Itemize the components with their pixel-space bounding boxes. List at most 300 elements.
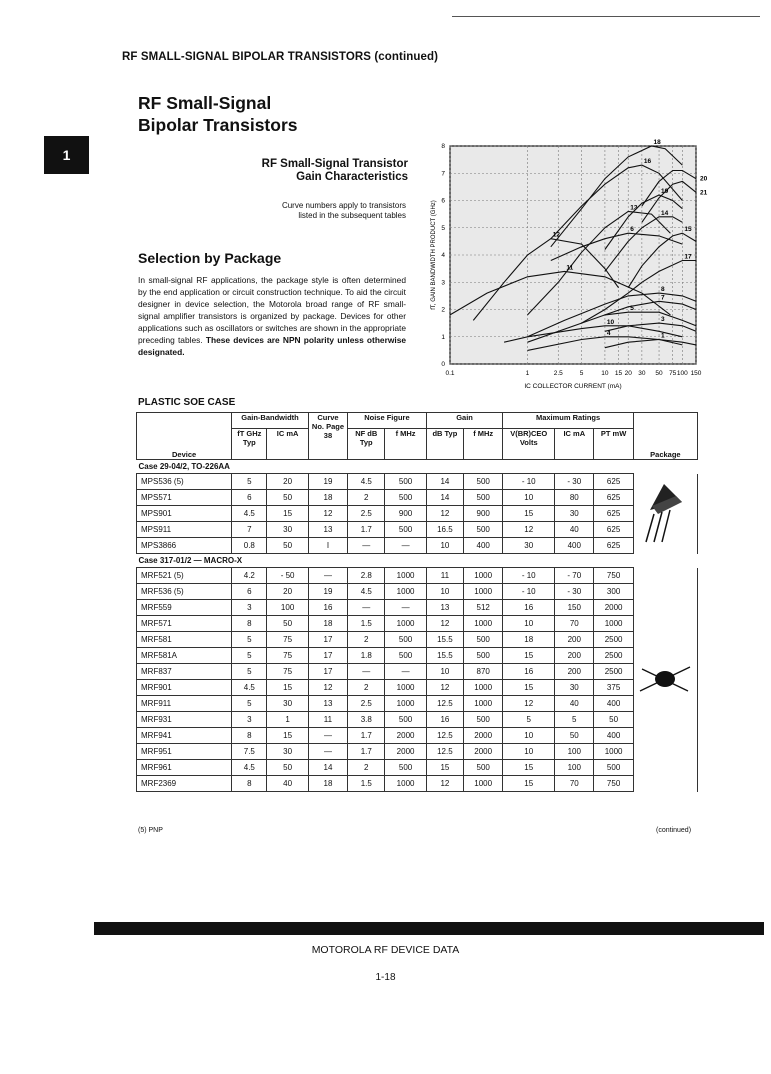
value-cell: 5 <box>232 696 267 712</box>
x-tick-label: 1 <box>525 370 530 377</box>
group-max-ratings: Maximum Ratings <box>503 413 633 429</box>
value-cell: 15 <box>267 728 308 744</box>
value-cell: 5 <box>503 712 555 728</box>
value-cell: 2500 <box>594 648 633 664</box>
value-cell: 1000 <box>464 568 503 584</box>
device-cell: MPS571 <box>137 490 232 506</box>
device-cell: MRF837 <box>137 664 232 680</box>
footer-brand: MOTOROLA RF DEVICE DATA <box>311 944 460 956</box>
device-cell: MRF911 <box>137 696 232 712</box>
value-cell: 625 <box>594 474 633 490</box>
value-cell: 10 <box>503 744 555 760</box>
value-cell: 3 <box>232 600 267 616</box>
value-cell: 7 <box>232 522 267 538</box>
section-tab: 1 <box>44 136 89 174</box>
value-cell: - 50 <box>267 568 308 584</box>
value-cell: 30 <box>267 696 308 712</box>
curve-label: 4 <box>606 329 611 337</box>
value-cell: 4.5 <box>232 760 267 776</box>
x-tick-label: 2.5 <box>553 370 563 377</box>
value-cell: 1.8 <box>348 648 385 664</box>
table-row <box>137 616 698 632</box>
value-cell: 50 <box>267 490 308 506</box>
value-cell: 3.8 <box>348 712 385 728</box>
value-cell: 14 <box>308 760 347 776</box>
page-title-line2: Bipolar Transistors <box>138 115 298 135</box>
table-row <box>137 680 698 696</box>
chart-note <box>210 201 406 221</box>
chart-heading-line2: Gain Characteristics <box>296 171 408 183</box>
value-cell: 1 <box>267 712 308 728</box>
table-row <box>137 568 698 584</box>
device-cell: MPS536 (5) <box>137 474 232 490</box>
value-cell: 10 <box>426 664 463 680</box>
value-cell: 500 <box>385 632 426 648</box>
x-axis-label: IC COLLECTOR CURRENT (mA) <box>524 383 622 390</box>
curve-label: 10 <box>606 318 615 326</box>
value-cell: — <box>308 744 347 760</box>
value-cell: 12 <box>503 522 555 538</box>
value-cell: 50 <box>594 712 633 728</box>
value-cell: 12 <box>426 616 463 632</box>
value-cell: 15 <box>503 776 555 792</box>
value-cell: 625 <box>594 506 633 522</box>
value-cell: 14 <box>426 474 463 490</box>
page-title <box>138 92 298 136</box>
group-noise-figure: Noise Figure <box>348 413 427 429</box>
value-cell: - 30 <box>555 584 594 600</box>
value-cell: 12 <box>503 696 555 712</box>
value-cell: 500 <box>464 522 503 538</box>
value-cell: — <box>348 600 385 616</box>
value-cell: 2500 <box>594 664 633 680</box>
value-cell: 13 <box>308 696 347 712</box>
table-row <box>137 760 698 776</box>
footer-bar <box>94 922 764 935</box>
value-cell: 1000 <box>464 584 503 600</box>
value-cell: 2000 <box>464 728 503 744</box>
chart-note-line2: listed in the subsequent tables <box>298 211 406 220</box>
curve-label: 3 <box>661 316 665 324</box>
device-cell: MRF941 <box>137 728 232 744</box>
value-cell: 50 <box>267 760 308 776</box>
value-cell: 150 <box>555 600 594 616</box>
value-cell: 100 <box>555 760 594 776</box>
value-cell: — <box>385 664 426 680</box>
value-cell: 3 <box>232 712 267 728</box>
intro-paragraph <box>138 274 406 358</box>
value-cell: 40 <box>267 776 308 792</box>
table-row <box>137 490 698 506</box>
value-cell: 2000 <box>385 744 426 760</box>
device-cell: MRF901 <box>137 680 232 696</box>
intro-bold-note: These devices are NPN polarity unless otherwise designated. <box>138 335 407 357</box>
value-cell: 20 <box>267 474 308 490</box>
gain-chart <box>426 138 706 394</box>
table-body <box>137 460 698 792</box>
value-cell: 12.5 <box>426 696 463 712</box>
value-cell: 15.5 <box>426 648 463 664</box>
table-row <box>137 728 698 744</box>
value-cell: 2000 <box>385 728 426 744</box>
value-cell: 500 <box>464 490 503 506</box>
group-gain-bandwidth: Gain-Bandwidth <box>232 413 309 429</box>
value-cell: 900 <box>385 506 426 522</box>
value-cell: 18 <box>308 490 347 506</box>
page-number: 1-18 <box>375 972 396 983</box>
curve-label: 8 <box>661 286 665 294</box>
value-cell: 1000 <box>464 616 503 632</box>
value-cell: — <box>348 538 385 554</box>
value-cell: 18 <box>503 632 555 648</box>
chart-heading-line1: RF Small-Signal Transistor <box>261 158 408 170</box>
x-tick-label: 50 <box>655 370 663 377</box>
curve-label: 19 <box>661 188 669 196</box>
value-cell: 1000 <box>385 696 426 712</box>
value-cell: 1.5 <box>348 776 385 792</box>
value-cell: 19 <box>308 584 347 600</box>
chart-heading <box>208 158 408 184</box>
top-rule <box>452 16 760 18</box>
value-cell: — <box>308 728 347 744</box>
value-cell: 2 <box>348 632 385 648</box>
value-cell: - 10 <box>503 474 555 490</box>
value-cell: 5 <box>232 664 267 680</box>
value-cell: 500 <box>385 712 426 728</box>
curve-label: 16 <box>643 158 652 166</box>
value-cell: 400 <box>594 728 633 744</box>
y-tick-label: 1 <box>441 333 445 341</box>
value-cell: 80 <box>555 490 594 506</box>
value-cell: 17 <box>308 664 347 680</box>
value-cell: 100 <box>267 600 308 616</box>
value-cell: 2 <box>348 490 385 506</box>
value-cell: 500 <box>385 490 426 506</box>
selection-heading: Selection by Package <box>138 250 282 266</box>
value-cell: 5 <box>232 474 267 490</box>
value-cell: 4.5 <box>348 584 385 600</box>
y-tick-label: 7 <box>441 170 445 178</box>
value-cell: 1000 <box>385 776 426 792</box>
table-row <box>137 474 698 490</box>
value-cell: 15 <box>503 648 555 664</box>
value-cell: 2.5 <box>348 696 385 712</box>
value-cell: 400 <box>464 538 503 554</box>
value-cell: 16 <box>503 664 555 680</box>
curve-label: 13 <box>630 204 638 212</box>
value-cell: 1.5 <box>348 616 385 632</box>
value-cell: 12 <box>308 506 347 522</box>
value-cell: 1000 <box>385 568 426 584</box>
y-tick-label: 6 <box>441 197 445 205</box>
table-row <box>137 522 698 538</box>
y-tick-label: 4 <box>441 252 445 259</box>
device-cell: MRF536 (5) <box>137 584 232 600</box>
value-cell: 8 <box>232 728 267 744</box>
value-cell: 10 <box>426 584 463 600</box>
value-cell: 1000 <box>464 680 503 696</box>
value-cell: 10 <box>426 538 463 554</box>
value-cell: 30 <box>555 680 594 696</box>
value-cell: - 70 <box>555 568 594 584</box>
curve-label: 20 <box>700 175 708 183</box>
value-cell: 900 <box>464 506 503 522</box>
curve-label: 17 <box>684 253 692 261</box>
table-row <box>137 696 698 712</box>
value-cell: 15 <box>267 506 308 522</box>
value-cell: 375 <box>594 680 633 696</box>
x-tick-label: 0.1 <box>445 370 455 377</box>
value-cell: 4.5 <box>232 506 267 522</box>
value-cell: 2500 <box>594 632 633 648</box>
value-cell: 1.7 <box>348 728 385 744</box>
x-tick-label: 10 <box>601 370 609 377</box>
value-cell: 13 <box>308 522 347 538</box>
value-cell: 625 <box>594 538 633 554</box>
value-cell: 2000 <box>464 744 503 760</box>
curve-label: 15 <box>684 226 692 234</box>
macrox-package-icon <box>633 568 697 792</box>
x-tick-label: 30 <box>638 370 646 377</box>
device-table <box>136 412 698 792</box>
device-cell: MPS901 <box>137 506 232 522</box>
value-cell: 50 <box>267 616 308 632</box>
value-cell: 1000 <box>385 616 426 632</box>
value-cell: 16 <box>426 712 463 728</box>
value-cell: 5 <box>232 632 267 648</box>
value-cell: 30 <box>555 506 594 522</box>
value-cell: 15 <box>503 680 555 696</box>
value-cell: 1.7 <box>348 744 385 760</box>
value-cell: 1000 <box>464 696 503 712</box>
table-row <box>137 776 698 792</box>
value-cell: 200 <box>555 632 594 648</box>
table-row <box>137 506 698 522</box>
x-tick-label: 100 <box>676 370 688 377</box>
value-cell: 11 <box>308 712 347 728</box>
value-cell: 4.5 <box>348 474 385 490</box>
value-cell: 75 <box>267 664 308 680</box>
y-tick-label: 8 <box>441 143 445 150</box>
value-cell: — <box>385 600 426 616</box>
value-cell: 16.5 <box>426 522 463 538</box>
device-cell: MRF581 <box>137 632 232 648</box>
value-cell: 500 <box>385 648 426 664</box>
value-cell: 18 <box>308 776 347 792</box>
value-cell: 400 <box>555 538 594 554</box>
device-cell: MRF571 <box>137 616 232 632</box>
value-cell: 500 <box>385 474 426 490</box>
col-pt: PT mW <box>594 429 633 460</box>
value-cell: 2000 <box>594 600 633 616</box>
package-spacer <box>633 554 697 568</box>
value-cell: 70 <box>555 776 594 792</box>
value-cell: 8 <box>232 776 267 792</box>
group-gain: Gain <box>426 413 503 429</box>
value-cell: - 10 <box>503 584 555 600</box>
value-cell: 30 <box>503 538 555 554</box>
page-title-line1: RF Small-Signal <box>138 93 272 113</box>
x-tick-label: 5 <box>579 370 584 377</box>
value-cell: 500 <box>594 760 633 776</box>
continued-note: (continued) <box>656 827 692 834</box>
value-cell: 500 <box>464 760 503 776</box>
device-cell: MRF2369 <box>137 776 232 792</box>
value-cell: 200 <box>555 648 594 664</box>
x-tick-label: 15 <box>614 370 623 377</box>
curve-label: 12 <box>552 231 561 239</box>
case-row <box>137 460 698 474</box>
table-row <box>137 744 698 760</box>
y-tick-label: 2 <box>441 306 445 314</box>
value-cell: 12 <box>426 506 463 522</box>
value-cell: I <box>308 538 347 554</box>
device-cell: MRF951 <box>137 744 232 760</box>
table-title: PLASTIC SOE CASE <box>138 397 236 408</box>
table-row <box>137 584 698 600</box>
value-cell: 5 <box>555 712 594 728</box>
curve-label: 21 <box>700 189 708 197</box>
value-cell: 15 <box>503 506 555 522</box>
value-cell: 750 <box>594 776 633 792</box>
table-row <box>137 664 698 680</box>
value-cell: — <box>308 568 347 584</box>
device-cell: MPS3866 <box>137 538 232 554</box>
value-cell: 2.8 <box>348 568 385 584</box>
value-cell: 6 <box>232 490 267 506</box>
value-cell: 1.7 <box>348 522 385 538</box>
table-row <box>137 632 698 648</box>
value-cell: 4.2 <box>232 568 267 584</box>
table-row <box>137 648 698 664</box>
y-tick-label: 5 <box>441 224 445 232</box>
value-cell: - 30 <box>555 474 594 490</box>
device-cell: MPS911 <box>137 522 232 538</box>
value-cell: 15.5 <box>426 632 463 648</box>
col-ic: IC mA <box>267 429 308 460</box>
value-cell: 10 <box>503 728 555 744</box>
device-cell: MRF931 <box>137 712 232 728</box>
y-axis-label: fT, GAIN BANDWIDTH PRODUCT (GHz) <box>431 200 437 310</box>
value-cell: 1000 <box>464 776 503 792</box>
value-cell: 2 <box>348 760 385 776</box>
value-cell: 13 <box>426 600 463 616</box>
value-cell: 10 <box>503 490 555 506</box>
value-cell: 12.5 <box>426 728 463 744</box>
value-cell: — <box>385 538 426 554</box>
device-cell: MRF559 <box>137 600 232 616</box>
curve-label: 18 <box>653 139 661 146</box>
value-cell: 2.5 <box>348 506 385 522</box>
col-package: Package <box>633 413 697 460</box>
value-cell: 500 <box>464 648 503 664</box>
table-row <box>137 712 698 728</box>
case-row <box>137 554 698 568</box>
value-cell: 500 <box>385 760 426 776</box>
running-head: RF SMALL-SIGNAL BIPOLAR TRANSISTORS (continued) <box>122 51 439 63</box>
value-cell: 750 <box>594 568 633 584</box>
value-cell: 512 <box>464 600 503 616</box>
x-tick-label: 20 <box>624 370 632 377</box>
value-cell: 50 <box>555 728 594 744</box>
value-cell: 40 <box>555 522 594 538</box>
value-cell: 100 <box>555 744 594 760</box>
value-cell: 30 <box>267 744 308 760</box>
curve-label: 1 <box>661 332 665 340</box>
value-cell: 400 <box>594 696 633 712</box>
package-spacer <box>633 460 697 474</box>
value-cell: 6 <box>232 584 267 600</box>
value-cell: 10 <box>503 616 555 632</box>
value-cell: 500 <box>464 712 503 728</box>
value-cell: 4.5 <box>232 680 267 696</box>
table-header <box>137 413 698 460</box>
value-cell: 15 <box>426 760 463 776</box>
value-cell: 500 <box>464 474 503 490</box>
value-cell: 11 <box>426 568 463 584</box>
value-cell: 30 <box>267 522 308 538</box>
value-cell: 5 <box>232 648 267 664</box>
value-cell: 19 <box>308 474 347 490</box>
value-cell: 1000 <box>385 584 426 600</box>
value-cell: 2 <box>348 680 385 696</box>
value-cell: 20 <box>267 584 308 600</box>
to92-package-icon <box>633 474 697 554</box>
value-cell: 0.8 <box>232 538 267 554</box>
value-cell: — <box>348 664 385 680</box>
value-cell: 17 <box>308 632 347 648</box>
value-cell: 500 <box>464 632 503 648</box>
device-cell: MRF521 (5) <box>137 568 232 584</box>
value-cell: 16 <box>503 600 555 616</box>
value-cell: 500 <box>385 522 426 538</box>
value-cell: 200 <box>555 664 594 680</box>
curve-label: 11 <box>566 264 574 272</box>
value-cell: 8 <box>232 616 267 632</box>
value-cell: - 10 <box>503 568 555 584</box>
intro-text: In small-signal RF applications, the package style is often determined by the end application or circuit construction technique. To aid the circuit designer in device selection, the Motorola broad range of RF small-signal amplifier transistors is organized by package. Devices for other applications such as oscillators or switches are shown in the appropriate preceding tables. <box>138 275 406 345</box>
value-cell: 50 <box>267 538 308 554</box>
value-cell: 870 <box>464 664 503 680</box>
x-tick-label: 75 <box>669 370 677 377</box>
col-ic-max: IC mA <box>555 429 594 460</box>
value-cell: 1000 <box>594 616 633 632</box>
value-cell: 12 <box>426 776 463 792</box>
value-cell: 12.5 <box>426 744 463 760</box>
device-cell: MRF581A <box>137 648 232 664</box>
chart-note-line1: Curve numbers apply to transistors <box>281 201 406 210</box>
col-device: Device <box>137 413 232 460</box>
curve-label: 7 <box>661 294 665 302</box>
value-cell: 18 <box>308 616 347 632</box>
value-cell: 17 <box>308 648 347 664</box>
value-cell: 15 <box>503 760 555 776</box>
col-gain-db: dB Typ <box>426 429 463 460</box>
x-tick-label: 150 <box>690 370 702 377</box>
value-cell: 14 <box>426 490 463 506</box>
device-cell: MRF961 <box>137 760 232 776</box>
value-cell: 625 <box>594 522 633 538</box>
curve-label: 6 <box>630 226 634 234</box>
curve-label: 14 <box>661 209 669 217</box>
col-ft: fT GHz Typ <box>232 429 267 460</box>
value-cell: 12 <box>308 680 347 696</box>
footnote: (5) PNP <box>138 827 163 834</box>
case-label: Case 29-04/2, TO-226AA <box>137 460 634 474</box>
value-cell: 40 <box>555 696 594 712</box>
value-cell: 16 <box>308 600 347 616</box>
value-cell: 625 <box>594 490 633 506</box>
